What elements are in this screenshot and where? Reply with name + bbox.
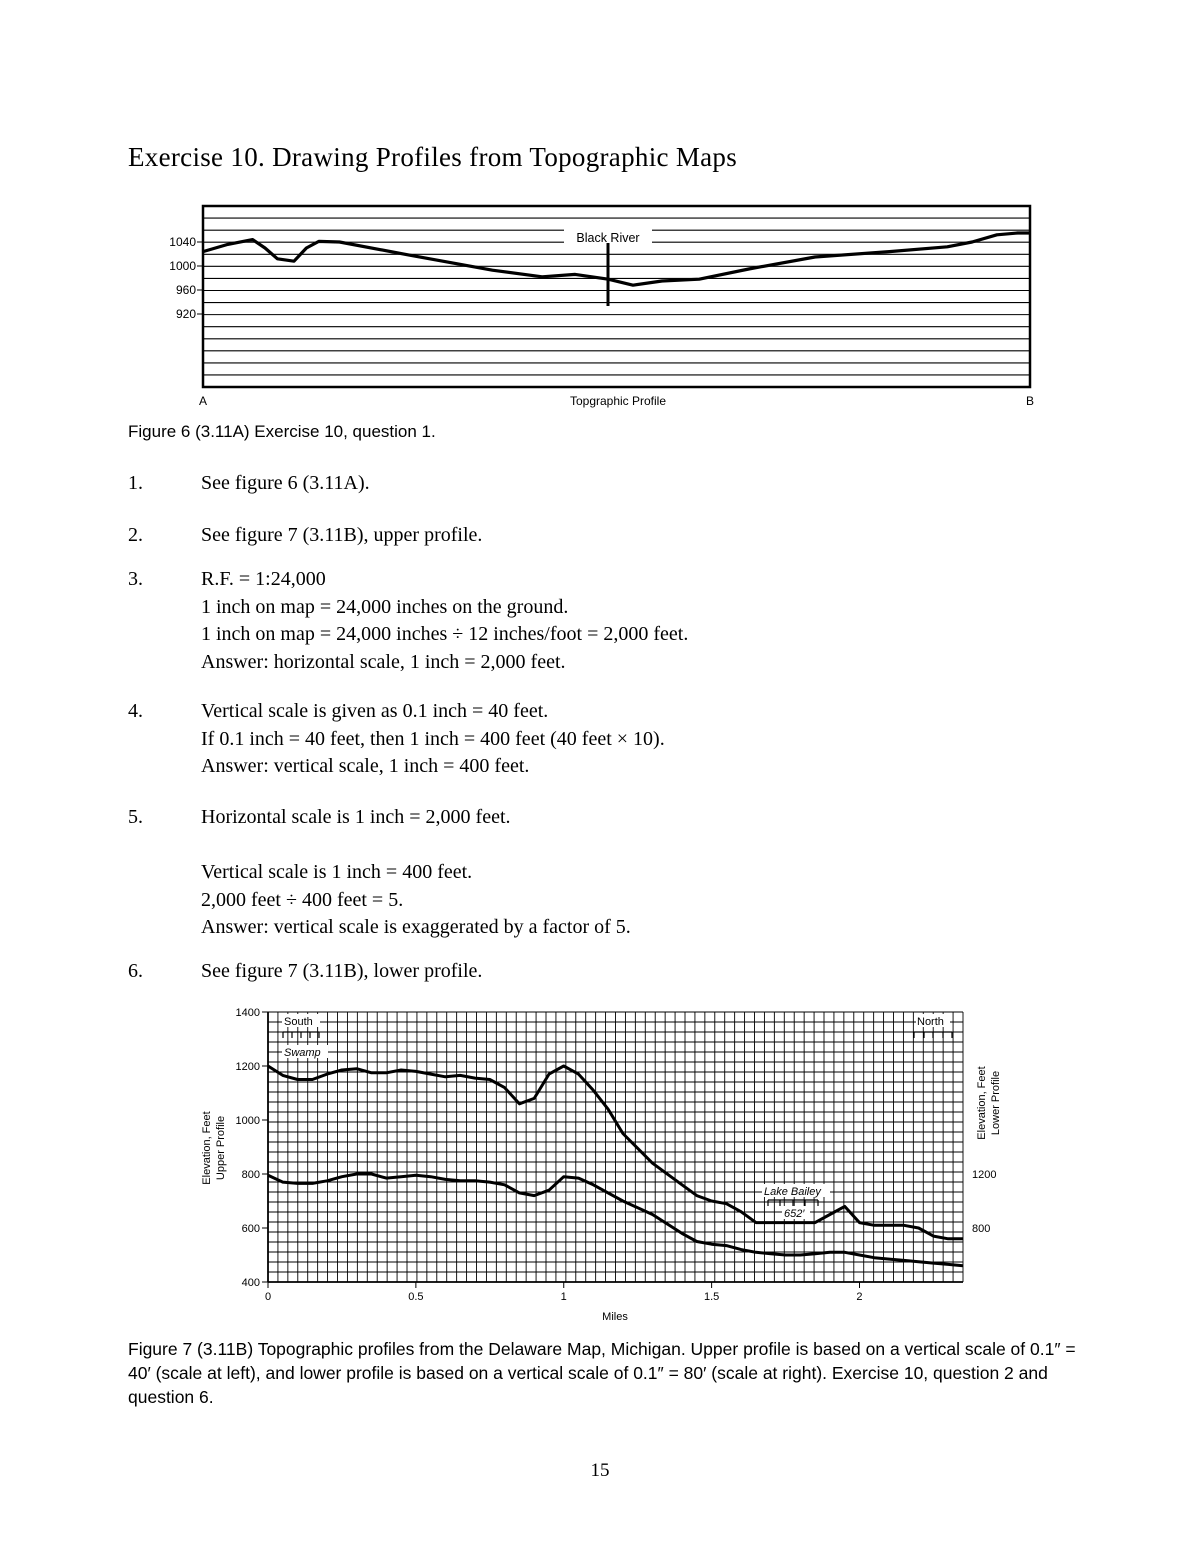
figure-7-x-label: Miles bbox=[602, 1311, 628, 1323]
question-line: See figure 6 (3.11A). bbox=[201, 472, 370, 494]
right-axis-label-2: Lower Profile bbox=[990, 1070, 1002, 1136]
profile-end-a: A bbox=[198, 394, 208, 408]
question-line: 1 inch on map = 24,000 inches ÷ 12 inches/foot = 2,000 feet. bbox=[201, 623, 689, 645]
question-body bbox=[201, 566, 688, 676]
left-y-tick-label: 800 bbox=[241, 1169, 260, 1181]
question-number: 6. bbox=[128, 960, 143, 982]
figure-7-x-tick-labels bbox=[265, 1282, 863, 1303]
page-title: Exercise 10. Drawing Profiles from Topographic Maps bbox=[128, 142, 738, 172]
question-body bbox=[201, 958, 482, 986]
question-line bbox=[201, 832, 631, 860]
question-line: Answer: vertical scale is exaggerated by a factor of 5. bbox=[201, 916, 631, 938]
question-line: See figure 7 (3.11B), lower profile. bbox=[201, 960, 483, 982]
question-line: Answer: vertical scale, 1 inch = 400 feet. bbox=[201, 755, 530, 777]
question-line: 1 inch on map = 24,000 inches on the ground. bbox=[201, 595, 569, 618]
y-tick-label: 920 bbox=[175, 307, 196, 321]
question-line: R.F. = 1:24,000 bbox=[201, 568, 326, 590]
question-line: Vertical scale is given as 0.1 inch = 40 feet. bbox=[201, 700, 549, 722]
figure-6-y-ticks bbox=[169, 235, 203, 321]
figure-6-x-label: Topgraphic Profile bbox=[569, 394, 667, 408]
question-number: 1. bbox=[128, 472, 143, 494]
figure-7-grid bbox=[268, 1012, 963, 1282]
question-number: 2. bbox=[128, 524, 143, 546]
figure-7-y-tick-labels bbox=[236, 1007, 997, 1289]
figure-7-annotations bbox=[282, 1014, 952, 1220]
x-tick-label: 1 bbox=[560, 1291, 567, 1303]
x-tick-label: 1.5 bbox=[703, 1291, 720, 1303]
left-y-tick-label: 400 bbox=[241, 1277, 260, 1289]
lake-bracket bbox=[768, 1200, 818, 1206]
figure-7-caption: Figure 7 (3.11B) Topographic profiles from the Delaware Map, Michigan. Upper profile is based on a vertical scale of 0.1″ = 40′ (scale at left), and lower profile is based on a vertical scale of 0.1″ = 80′ (scale at right). Exercise 10, question 2 and question 6. bbox=[128, 1339, 1076, 1407]
left-y-tick-label: 1000 bbox=[235, 1115, 260, 1127]
south-label: South bbox=[284, 1016, 313, 1028]
x-tick-label: 0.5 bbox=[408, 1291, 424, 1303]
right-y-tick-label: 800 bbox=[972, 1223, 991, 1235]
left-y-tick-label: 1400 bbox=[235, 1007, 260, 1019]
swamp-label: Swamp bbox=[284, 1047, 321, 1059]
figure-6-chart bbox=[160, 198, 1060, 418]
x-tick-label: 0 bbox=[264, 1291, 272, 1303]
left-axis-label-1: Elevation, Feet bbox=[201, 1111, 213, 1185]
south-bracket bbox=[283, 1032, 319, 1038]
question-number: 5. bbox=[128, 806, 143, 828]
river-label: Black River bbox=[576, 231, 640, 245]
question-line: Vertical scale is 1 inch = 400 feet. bbox=[201, 861, 473, 883]
page-number: 15 bbox=[590, 1460, 610, 1481]
question-body bbox=[201, 522, 482, 550]
question-body bbox=[201, 470, 370, 498]
lake-elevation: 652′ bbox=[784, 1208, 805, 1220]
figure-7-chart bbox=[190, 1000, 1030, 1330]
question-line: If 0.1 inch = 40 feet, then 1 inch = 400 feet (40 feet × 10). bbox=[201, 727, 665, 750]
left-y-tick-label: 600 bbox=[241, 1223, 260, 1235]
question-number: 3. bbox=[128, 568, 143, 590]
question-line: Answer: horizontal scale, 1 inch = 2,000 feet. bbox=[201, 650, 566, 673]
north-label: North bbox=[917, 1016, 944, 1028]
y-tick-label: 1040 bbox=[169, 235, 196, 249]
x-tick-label: 2 bbox=[856, 1291, 863, 1303]
figure-6-caption: Figure 6 (3.11A) Exercise 10, question 1. bbox=[128, 422, 436, 441]
profile-end-b: B bbox=[1025, 394, 1035, 408]
lake-label: Lake Bailey bbox=[764, 1186, 821, 1198]
left-axis-label-2: Upper Profile bbox=[215, 1115, 227, 1181]
question-line: 2,000 feet ÷ 400 feet = 5. bbox=[201, 888, 404, 911]
question-body bbox=[201, 804, 631, 942]
left-y-tick-label: 1200 bbox=[235, 1061, 260, 1073]
question-body bbox=[201, 698, 665, 781]
right-axis-label-1: Elevation, Feet bbox=[976, 1066, 988, 1140]
y-tick-label: 960 bbox=[175, 283, 196, 297]
question-number: 4. bbox=[128, 700, 143, 722]
north-bracket bbox=[914, 1032, 952, 1038]
right-y-tick-label: 1200 bbox=[972, 1169, 997, 1181]
y-tick-label: 1000 bbox=[169, 259, 196, 273]
question-line: See figure 7 (3.11B), upper profile. bbox=[201, 524, 483, 546]
question-line: Horizontal scale is 1 inch = 2,000 feet. bbox=[201, 806, 511, 828]
